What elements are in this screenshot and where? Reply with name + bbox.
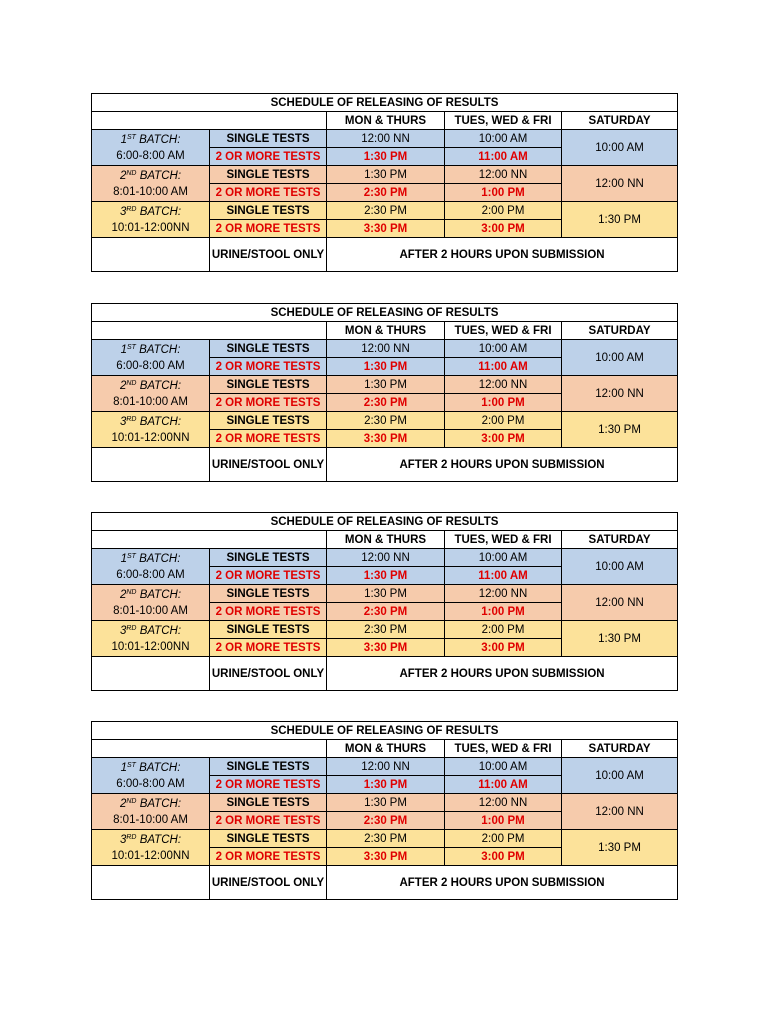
batch-3-single-tue-wed-fri: 2:00 PM	[445, 202, 562, 220]
batch-1-multi-tue-wed-fri: 11:00 AM	[445, 148, 562, 166]
after-submission-text: AFTER 2 HOURS UPON SUBMISSION	[327, 866, 678, 900]
batch-3-single-tue-wed-fri: 2:00 PM	[445, 830, 562, 848]
batch-1-single-mon-thurs: 12:00 NN	[327, 340, 445, 358]
single-tests-label: SINGLE TESTS	[210, 130, 327, 148]
batch-3-saturday: 1:30 PM	[562, 202, 678, 238]
batch-3-single-mon-thurs: 2:30 PM	[327, 202, 445, 220]
batch-1-single-tue-wed-fri: 10:00 AM	[445, 340, 562, 358]
schedule-table-1	[91, 93, 678, 272]
batch-3-multi-mon-thurs: 3:30 PM	[327, 639, 445, 657]
batch-3-single-mon-thurs: 2:30 PM	[327, 830, 445, 848]
schedule-title: SCHEDULE OF RELEASING OF RESULTS	[92, 722, 678, 740]
urine-blank	[92, 238, 210, 272]
batch-3-single-tue-wed-fri: 2:00 PM	[445, 412, 562, 430]
batch-2-time: 8:01-10:00 AM	[113, 185, 188, 198]
multi-tests-label: 2 OR MORE TESTS	[210, 184, 327, 202]
batch-1-multi-mon-thurs: 1:30 PM	[327, 148, 445, 166]
batch-3-time: 10:01-12:00NN	[111, 431, 190, 444]
urine-blank	[92, 866, 210, 900]
batch-3-cell	[92, 202, 210, 238]
single-tests-label: SINGLE TESTS	[210, 376, 327, 394]
batch-1-multi-mon-thurs: 1:30 PM	[327, 567, 445, 585]
batch-2-single-mon-thurs: 1:30 PM	[327, 585, 445, 603]
batch-2-multi-tue-wed-fri: 1:00 PM	[445, 603, 562, 621]
batch-2-multi-mon-thurs: 2:30 PM	[327, 812, 445, 830]
batch-1-name: 1ST BATCH:	[120, 133, 181, 146]
batch-1-multi-tue-wed-fri: 11:00 AM	[445, 567, 562, 585]
batch-2-single-tue-wed-fri: 12:00 NN	[445, 585, 562, 603]
batch-1-cell	[92, 549, 210, 585]
batch-2-multi-mon-thurs: 2:30 PM	[327, 184, 445, 202]
header-saturday: SATURDAY	[562, 112, 678, 130]
batch-1-saturday: 10:00 AM	[562, 130, 678, 166]
header-mon-thurs: MON & THURS	[327, 322, 445, 340]
batch-3-name: 3RD BATCH:	[119, 624, 182, 637]
batch-1-single-tue-wed-fri: 10:00 AM	[445, 130, 562, 148]
after-submission-text: AFTER 2 HOURS UPON SUBMISSION	[327, 657, 678, 691]
batch-3-multi-mon-thurs: 3:30 PM	[327, 848, 445, 866]
header-saturday: SATURDAY	[562, 322, 678, 340]
batch-1-saturday: 10:00 AM	[562, 549, 678, 585]
batch-2-name: 2ND BATCH:	[119, 169, 182, 182]
schedule-title: SCHEDULE OF RELEASING OF RESULTS	[92, 94, 678, 112]
single-tests-label: SINGLE TESTS	[210, 830, 327, 848]
schedule-table-4	[91, 721, 678, 900]
batch-1-name: 1ST BATCH:	[120, 343, 181, 356]
batch-2-saturday: 12:00 NN	[562, 166, 678, 202]
header-blank	[92, 112, 327, 130]
header-tue-wed-fri: TUES, WED & FRI	[445, 112, 562, 130]
schedule-table-2	[91, 303, 678, 482]
batch-2-saturday: 12:00 NN	[562, 585, 678, 621]
header-mon-thurs: MON & THURS	[327, 112, 445, 130]
batch-3-multi-tue-wed-fri: 3:00 PM	[445, 848, 562, 866]
batch-1-saturday: 10:00 AM	[562, 758, 678, 794]
batch-1-multi-mon-thurs: 1:30 PM	[327, 358, 445, 376]
batch-2-saturday: 12:00 NN	[562, 794, 678, 830]
batch-3-cell	[92, 830, 210, 866]
multi-tests-label: 2 OR MORE TESTS	[210, 148, 327, 166]
multi-tests-label: 2 OR MORE TESTS	[210, 603, 327, 621]
batch-2-cell	[92, 376, 210, 412]
batch-3-time: 10:01-12:00NN	[111, 849, 190, 862]
batch-2-single-mon-thurs: 1:30 PM	[327, 166, 445, 184]
batch-3-name: 3RD BATCH:	[119, 833, 182, 846]
batch-3-multi-mon-thurs: 3:30 PM	[327, 430, 445, 448]
multi-tests-label: 2 OR MORE TESTS	[210, 639, 327, 657]
header-mon-thurs: MON & THURS	[327, 740, 445, 758]
batch-1-name: 1ST BATCH:	[120, 552, 181, 565]
batch-2-cell	[92, 166, 210, 202]
single-tests-label: SINGLE TESTS	[210, 549, 327, 567]
batch-1-multi-tue-wed-fri: 11:00 AM	[445, 776, 562, 794]
urine-blank	[92, 448, 210, 482]
header-tue-wed-fri: TUES, WED & FRI	[445, 531, 562, 549]
multi-tests-label: 2 OR MORE TESTS	[210, 848, 327, 866]
schedule-title: SCHEDULE OF RELEASING OF RESULTS	[92, 304, 678, 322]
batch-1-time: 6:00-8:00 AM	[116, 777, 185, 790]
multi-tests-label: 2 OR MORE TESTS	[210, 430, 327, 448]
multi-tests-label: 2 OR MORE TESTS	[210, 394, 327, 412]
urine-stool-label: URINE/STOOL ONLY	[210, 866, 327, 900]
batch-2-single-mon-thurs: 1:30 PM	[327, 376, 445, 394]
batch-2-single-mon-thurs: 1:30 PM	[327, 794, 445, 812]
batch-3-multi-tue-wed-fri: 3:00 PM	[445, 639, 562, 657]
batch-2-name: 2ND BATCH:	[119, 588, 182, 601]
batch-1-time: 6:00-8:00 AM	[116, 568, 185, 581]
batch-3-cell	[92, 412, 210, 448]
after-submission-text: AFTER 2 HOURS UPON SUBMISSION	[327, 448, 678, 482]
batch-1-time: 6:00-8:00 AM	[116, 149, 185, 162]
single-tests-label: SINGLE TESTS	[210, 585, 327, 603]
batch-1-single-tue-wed-fri: 10:00 AM	[445, 758, 562, 776]
batch-3-saturday: 1:30 PM	[562, 621, 678, 657]
header-blank	[92, 531, 327, 549]
batch-1-cell	[92, 130, 210, 166]
single-tests-label: SINGLE TESTS	[210, 166, 327, 184]
header-blank	[92, 322, 327, 340]
urine-stool-label: URINE/STOOL ONLY	[210, 448, 327, 482]
schedule-title: SCHEDULE OF RELEASING OF RESULTS	[92, 513, 678, 531]
header-saturday: SATURDAY	[562, 740, 678, 758]
batch-3-multi-tue-wed-fri: 3:00 PM	[445, 220, 562, 238]
single-tests-label: SINGLE TESTS	[210, 202, 327, 220]
batch-3-single-mon-thurs: 2:30 PM	[327, 621, 445, 639]
batch-1-name: 1ST BATCH:	[120, 761, 181, 774]
batch-1-time: 6:00-8:00 AM	[116, 359, 185, 372]
batch-3-name: 3RD BATCH:	[119, 415, 182, 428]
batch-1-cell	[92, 758, 210, 794]
multi-tests-label: 2 OR MORE TESTS	[210, 220, 327, 238]
batch-2-multi-tue-wed-fri: 1:00 PM	[445, 812, 562, 830]
header-saturday: SATURDAY	[562, 531, 678, 549]
batch-3-saturday: 1:30 PM	[562, 412, 678, 448]
batch-3-cell	[92, 621, 210, 657]
multi-tests-label: 2 OR MORE TESTS	[210, 567, 327, 585]
batch-2-name: 2ND BATCH:	[119, 379, 182, 392]
batch-3-saturday: 1:30 PM	[562, 830, 678, 866]
urine-stool-label: URINE/STOOL ONLY	[210, 238, 327, 272]
batch-1-single-tue-wed-fri: 10:00 AM	[445, 549, 562, 567]
header-tue-wed-fri: TUES, WED & FRI	[445, 740, 562, 758]
batch-3-single-tue-wed-fri: 2:00 PM	[445, 621, 562, 639]
batch-1-multi-mon-thurs: 1:30 PM	[327, 776, 445, 794]
batch-3-name: 3RD BATCH:	[119, 205, 182, 218]
batch-1-single-mon-thurs: 12:00 NN	[327, 549, 445, 567]
batch-3-time: 10:01-12:00NN	[111, 640, 190, 653]
batch-2-multi-tue-wed-fri: 1:00 PM	[445, 184, 562, 202]
multi-tests-label: 2 OR MORE TESTS	[210, 358, 327, 376]
batch-1-single-mon-thurs: 12:00 NN	[327, 758, 445, 776]
batch-2-multi-mon-thurs: 2:30 PM	[327, 394, 445, 412]
single-tests-label: SINGLE TESTS	[210, 794, 327, 812]
batch-1-saturday: 10:00 AM	[562, 340, 678, 376]
multi-tests-label: 2 OR MORE TESTS	[210, 776, 327, 794]
batch-2-single-tue-wed-fri: 12:00 NN	[445, 794, 562, 812]
batch-1-multi-tue-wed-fri: 11:00 AM	[445, 358, 562, 376]
header-mon-thurs: MON & THURS	[327, 531, 445, 549]
after-submission-text: AFTER 2 HOURS UPON SUBMISSION	[327, 238, 678, 272]
multi-tests-label: 2 OR MORE TESTS	[210, 812, 327, 830]
batch-3-multi-mon-thurs: 3:30 PM	[327, 220, 445, 238]
batch-2-cell	[92, 794, 210, 830]
single-tests-label: SINGLE TESTS	[210, 758, 327, 776]
batch-2-time: 8:01-10:00 AM	[113, 604, 188, 617]
batch-2-cell	[92, 585, 210, 621]
single-tests-label: SINGLE TESTS	[210, 340, 327, 358]
batch-2-saturday: 12:00 NN	[562, 376, 678, 412]
schedule-table-3	[91, 512, 678, 691]
single-tests-label: SINGLE TESTS	[210, 412, 327, 430]
batch-2-multi-tue-wed-fri: 1:00 PM	[445, 394, 562, 412]
batch-3-single-mon-thurs: 2:30 PM	[327, 412, 445, 430]
header-blank	[92, 740, 327, 758]
batch-1-single-mon-thurs: 12:00 NN	[327, 130, 445, 148]
urine-stool-label: URINE/STOOL ONLY	[210, 657, 327, 691]
batch-2-single-tue-wed-fri: 12:00 NN	[445, 166, 562, 184]
batch-2-single-tue-wed-fri: 12:00 NN	[445, 376, 562, 394]
batch-3-time: 10:01-12:00NN	[111, 221, 190, 234]
header-tue-wed-fri: TUES, WED & FRI	[445, 322, 562, 340]
batch-2-time: 8:01-10:00 AM	[113, 813, 188, 826]
batch-2-name: 2ND BATCH:	[119, 797, 182, 810]
batch-2-multi-mon-thurs: 2:30 PM	[327, 603, 445, 621]
single-tests-label: SINGLE TESTS	[210, 621, 327, 639]
batch-3-multi-tue-wed-fri: 3:00 PM	[445, 430, 562, 448]
batch-2-time: 8:01-10:00 AM	[113, 395, 188, 408]
batch-1-cell	[92, 340, 210, 376]
urine-blank	[92, 657, 210, 691]
